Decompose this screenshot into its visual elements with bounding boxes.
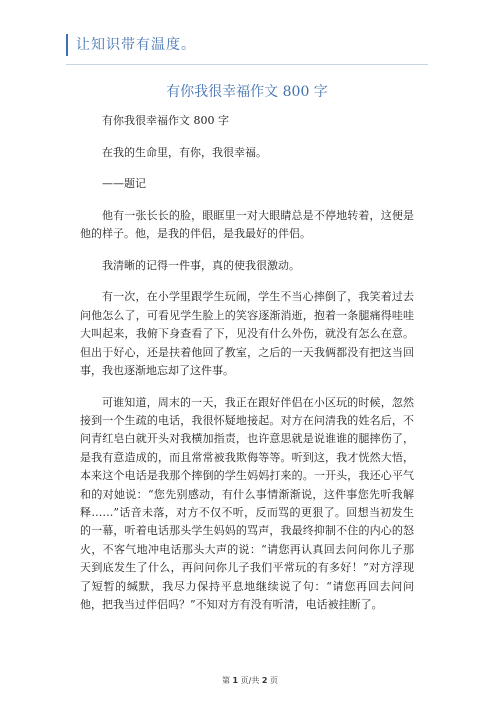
paragraph: 有你我很幸福作文 800 字 xyxy=(102,114,229,127)
paragraph: 他有一张长长的脸，眼眶里一对大眼睛总是不停地转着，这便是他的样子。他，是我的伴侣，是我最好的伴侣。 xyxy=(80,208,414,241)
paragraph: 可谁知道，周末的一天，我正在跟好伴侣在小区玩的时候，忽然接到一个生疏的电话，我很怀疑地接起。对方在问清我的姓名后，不问青红皂白就开头对我横加指责，也许意思就是说谁谁的腿摔伤了，是我有意造成的，而且常常被我欺侮等等。听到这，我才恍然大悟，本来这个电话是我那个摔倒的学生妈妈打来的。一开头，我还心平气和的对她说：“您先别感动，有什么事情渐渐说，这件事您先听我解释……”话音未落，对方不仅不听，反而骂的更狠了。回想当初发生的一幕，听着电话那头学生妈妈的骂声，我最终抑制不住的内心的怒火，不客气地冲电话那头大声的说：“请您再认真回去问问你儿子那天到底发生了什么，再问问你儿子我们平常玩的有多好！”对方浮现了短暂的缄默，我尽力保持平息地继续说了句：“请您再回去问问他，把我当过伴侣吗？”不知对方有没有听清，电话被挂断了。 xyxy=(80,395,414,612)
page-footer xyxy=(0,675,500,687)
footer-suffix: 页 xyxy=(267,676,279,685)
paragraph: 我清晰的记得一件事，真的使我很激动。 xyxy=(102,258,300,272)
footer-mid: 页/共 xyxy=(238,676,262,685)
header-divider xyxy=(66,64,428,65)
document-body xyxy=(80,112,414,628)
footer-current-page: 1 xyxy=(232,676,239,685)
header-slogan: 让知识带有温度。 xyxy=(76,37,196,53)
paragraph: ——题记 xyxy=(102,177,146,191)
footer-prefix: 第 xyxy=(221,676,233,685)
document-title: 有你我很幸福作文 800 字 xyxy=(166,84,328,100)
paragraph: 在我的生命里，有你，我很幸福。 xyxy=(102,145,267,159)
footer-total-pages: 2 xyxy=(261,676,268,685)
paragraph: 有一次，在小学里跟学生玩闹，学生不当心摔倒了，我笑着过去问他怎么了，可看见学生脸上的笑容逐渐消逝，抱着一条腿痛得哇哇大叫起来，我俯下身查看了下，见没有什么外伤，就没有怎么在意。但出于好心，还是扶着他回了教室，之后的一天我俩都没有把这当回事，我也逐渐地忘却了这件事。 xyxy=(80,290,414,377)
page-header xyxy=(66,34,196,56)
